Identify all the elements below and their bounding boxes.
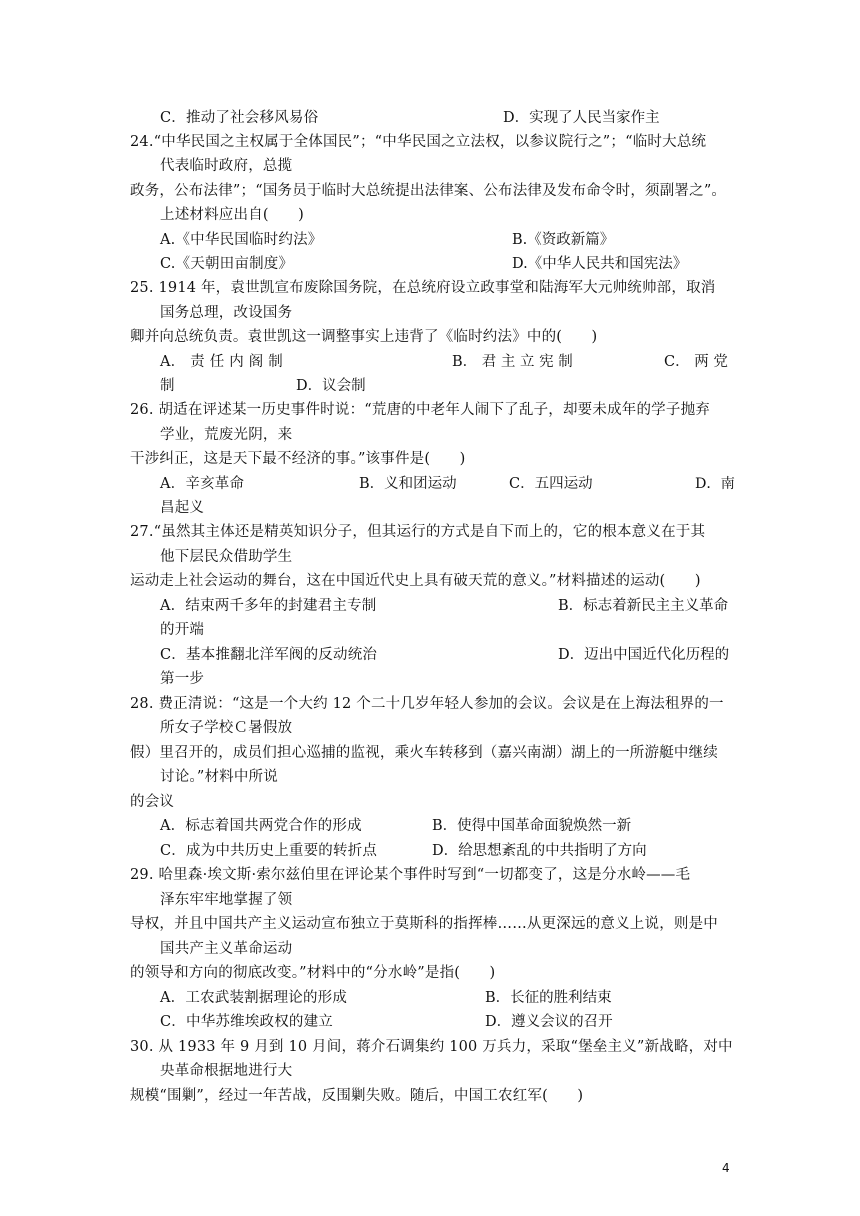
q27-option-c: C．基本推翻北洋军阀的反动统治 [160, 647, 378, 663]
q30-stem-line-2: 央革命根据地进行大 [160, 1063, 293, 1079]
q26-option-d: D．南 [695, 476, 735, 492]
q23-option-c: C．推动了社会移风易俗 [160, 110, 319, 126]
q27-option-b-continued: 的开端 [160, 622, 205, 638]
q25-option-a: A． 责 任 内 阁 制 [160, 354, 283, 370]
q26-option-b: B．义和团运动 [359, 476, 457, 492]
q24-stem-line-1: 24.“中华民国之主权属于全体国民”；“中华民国之立法权，以参议院行之”；“临时大总统 [130, 134, 707, 150]
q29-option-b: B．长征的胜利结束 [485, 990, 612, 1006]
q26-option-a: A．辛亥革命 [160, 476, 245, 492]
q28-option-d: D．给思想紊乱的中共指明了方向 [432, 843, 647, 859]
q25-stem-line-3: 卿并向总统负责。袁世凯这一调整事实上违背了《临时约法》中的( ) [130, 329, 598, 345]
q29-stem-line-1: 29. 哈里森·埃文斯·索尔兹伯里在评论某个事件时写到“一切都变了，这是分水岭——毛 [130, 867, 691, 883]
q29-option-a: A．工农武装割据理论的形成 [160, 990, 348, 1006]
q24-stem-line-3: 政务，公布法律”；“国务员于临时大总统提出法律案、公布法律及发布命令时，须副署之”。 [130, 183, 727, 199]
q25-stem-line-1: 25. 1914 年，袁世凯宣布废除国务院，在总统府设立政事堂和陆海军大元帅统帅部，取消 [130, 280, 716, 296]
q26-stem-line-3: 干涉纠正，这是天下最不经济的事。”该事件是( ) [130, 451, 466, 467]
q27-stem-line-3: 运动走上社会运动的舞台，这在中国近代史上具有破天荒的意义。”材料描述的运动( ) [130, 573, 701, 589]
q26-option-d-continued: 昌起义 [160, 500, 205, 516]
q28-stem-line-4: 讨论。”材料中所说 [160, 769, 278, 785]
q24-option-a: A.《中华民国临时约法》 [160, 232, 323, 248]
q25-option-b: B． 君 主 立 宪 制 [452, 354, 573, 370]
q26-stem-line-1: 26. 胡适在评述某一历史事件时说：“荒唐的中老年人闹下了乱子，却要未成年的学子抛弃 [130, 402, 710, 418]
q29-stem-line-3: 导权，并且中国共产主义运动宣布独立于莫斯科的指挥棒……从更深远的意义上说，则是中 [130, 916, 718, 932]
q24-option-c: C.《天朝田亩制度》 [160, 256, 294, 272]
q29-stem-line-2: 泽东牢牢地掌握了领 [160, 892, 293, 908]
q25-option-c-continued: 制 [160, 378, 175, 394]
q27-option-a: A．结束两千多年的封建君主专制 [160, 598, 377, 614]
q29-option-d: D．遵义会议的召开 [485, 1014, 613, 1030]
q28-stem-line-2: 所女子学校Ｃ暑假放 [160, 720, 293, 736]
q27-option-b: B．标志着新民主主义革命 [558, 598, 729, 614]
q25-stem-line-2: 国务总理，改设国务 [160, 305, 293, 321]
q25-option-c: C． 两 党 [664, 354, 728, 370]
q30-stem-line-3: 规模“围剿”，经过一年苦战，反围剿失败。随后，中国工农红军( ) [130, 1088, 584, 1104]
q28-option-b: B．使得中国革命面貌焕然一新 [432, 818, 632, 834]
q28-option-a: A．标志着国共两党合作的形成 [160, 818, 362, 834]
q27-stem-line-2: 他下层民众借助学生 [160, 549, 293, 565]
q24-option-b: B.《资政新篇》 [512, 232, 615, 248]
page-number: 4 [722, 1161, 730, 1175]
q28-stem-line-1: 28. 费正清说：“这是一个大约 12 个二十几岁年轻人参加的会议。会议是在上海法租界的一 [130, 696, 724, 712]
q24-option-d: D.《中华人民共和国宪法》 [512, 256, 688, 272]
q23-option-d: D．实现了人民当家作主 [503, 110, 660, 126]
q25-option-d: D．议会制 [296, 378, 366, 394]
q28-stem-line-3: 假）里召开的，成员们担心巡捕的监视，乘火车转移到（嘉兴南湖）湖上的一所游艇中继续 [130, 745, 718, 761]
q24-stem-line-4: 上述材料应出自( ) [160, 207, 305, 223]
q27-option-d-continued: 第一步 [160, 671, 205, 687]
q29-stem-line-5: 的领导和方向的彻底改变。”材料中的“分水岭”是指( ) [130, 965, 496, 981]
q27-option-d: D．迈出中国近代化历程的 [558, 647, 730, 663]
q28-stem-line-5: 的会议 [130, 794, 175, 810]
q29-stem-line-4: 国共产主义革命运动 [160, 941, 293, 957]
q27-stem-line-1: 27.“虽然其主体还是精英知识分子，但其运行的方式是自下而上的，它的根本意义在于其 [130, 524, 706, 540]
q29-option-c: C．中华苏维埃政权的建立 [160, 1014, 333, 1030]
q26-stem-line-2: 学业，荒废光阴，来 [160, 427, 293, 443]
q24-stem-line-2: 代表临时政府，总揽 [160, 158, 293, 174]
q30-stem-line-1: 30. 从 1933 年 9 月到 10 月间，蒋介石调集约 100 万兵力，采取“堡垒主义”新战略，对中 [130, 1039, 733, 1055]
q28-option-c: C．成为中共历史上重要的转折点 [160, 843, 378, 859]
q26-option-c: C．五四运动 [509, 476, 593, 492]
